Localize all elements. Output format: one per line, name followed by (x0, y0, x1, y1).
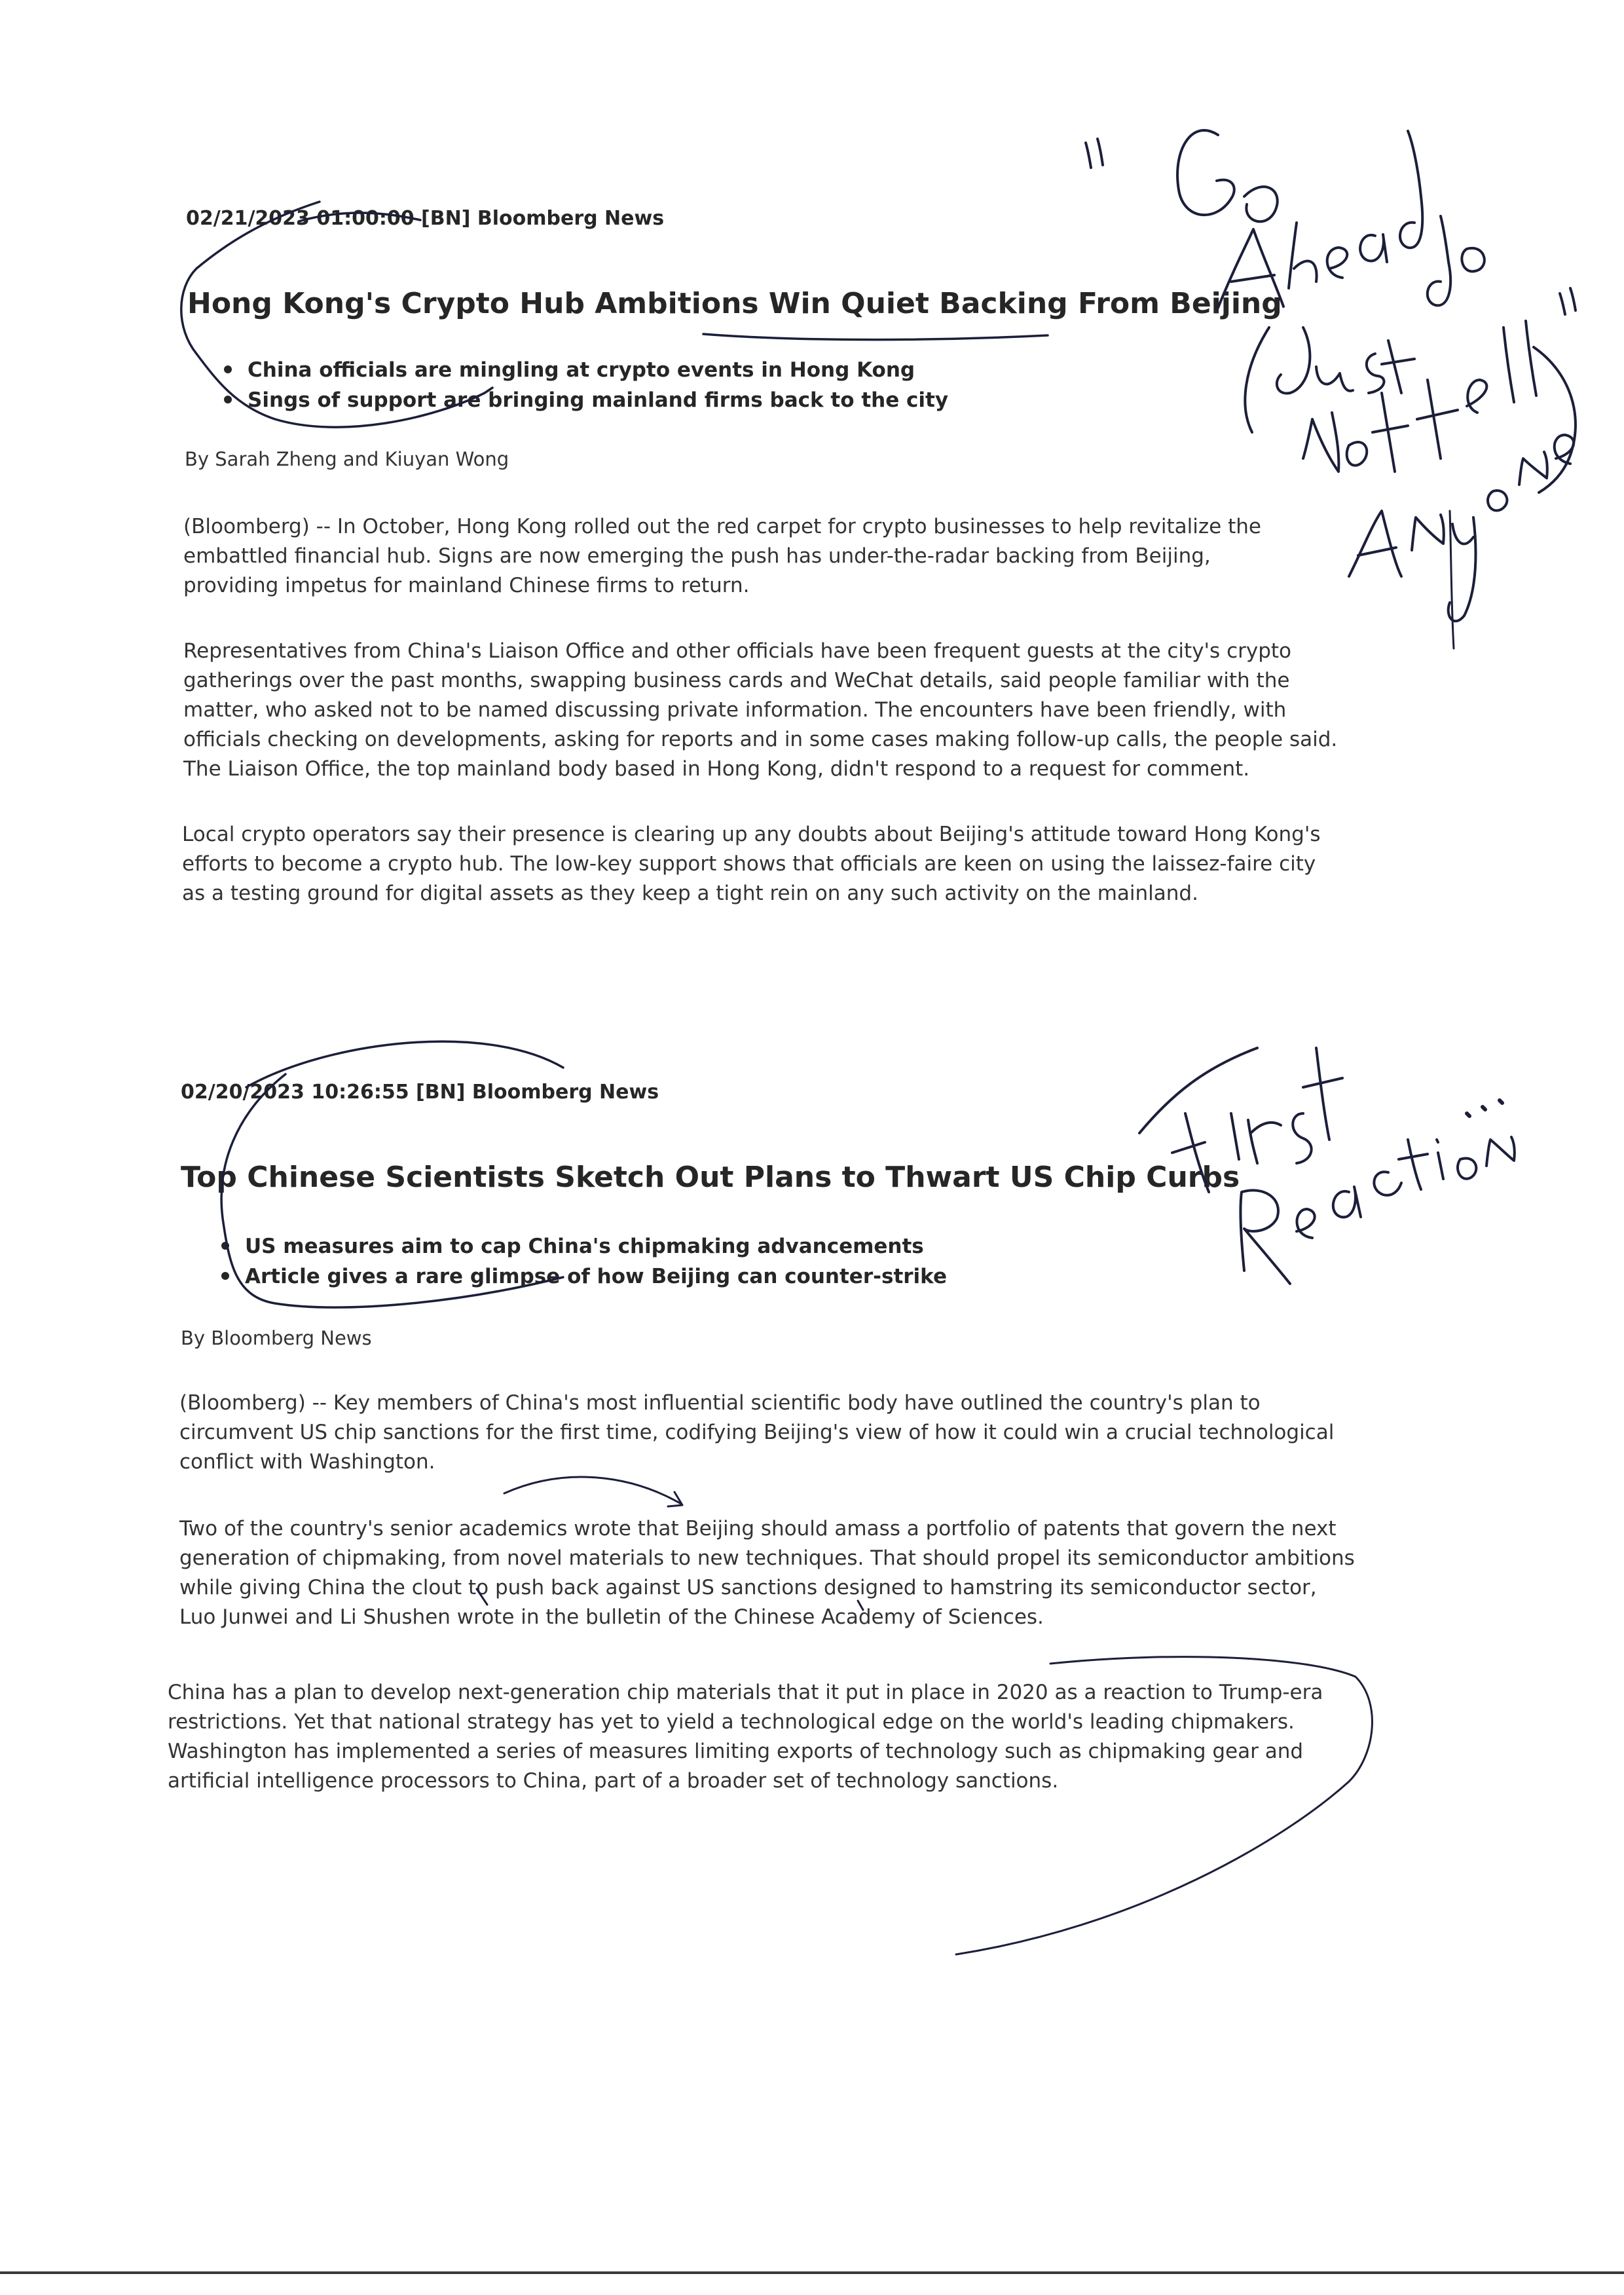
article-1-bullet-2: Sings of support are bringing mainland firms back to the city (221, 385, 948, 415)
article-1-byline: By Sarah Zheng and Kiuyan Wong (185, 448, 509, 470)
article-2-byline: By Bloomberg News (181, 1327, 372, 1349)
page-bottom-rule (0, 2271, 1624, 2274)
article-1-paragraph-2: Representatives from China's Liaison Office and other officials have been frequent guests at the city's crypto gatherings over the past months, swapping business cards and WeChat details, said people familiar with the matter, who asked not to be named discussing private information. The encounters have been friendly, with officials checking on developments, asking for reports and in some cases making follow-up calls, the people said. The Liaison Office, the top mainland body based in Hong Kong, didn't respond to a request for comment. (183, 639, 1338, 781)
article-2-paragraph-2: Two of the country's senior academics wrote that Beijing should amass a portfolio of patents that govern the next generation of chipmaking, from novel materials to new techniques. That should propel its semiconductor ambitions while giving China the clout to push back against US sanctions designed to hamstring its semiconductor sector, Luo Junwei and Li Shushen wrote in the bulletin of the Chinese Academy of Sciences. (179, 1517, 1355, 1629)
article-1-bullet-1: China officials are mingling at crypto events in Hong Kong (221, 355, 948, 385)
article-2-bullet-list (219, 1231, 947, 1292)
article-2-stamp: 02/20/2023 10:26:55 [BN] Bloomberg News (181, 1081, 659, 1104)
article-1-paragraph-3: Local crypto operators say their presence is clearing up any doubts about Beijing's attitude toward Hong Kong's efforts to become a crypto hub. The low-key support shows that officials are keen on using the laissez-faire city as a testing ground for digital assets as they keep a tight rein on any such activity on the mainland. (182, 823, 1321, 905)
article-2-bullet-2: Article gives a rare glimpse of how Beijing can counter-strike (219, 1261, 947, 1292)
article-1-bullet-list (221, 355, 948, 415)
article-2-paragraph-1: (Bloomberg) -- Key members of China's most influential scientific body have outlined the country's plan to circumvent US chip sanctions for the first time, codifying Beijing's view of how it could win a crucial technological conflict with Washington. (179, 1391, 1335, 1474)
article-1-stamp: 02/21/2023 01:00:00 [BN] Bloomberg News (186, 207, 665, 230)
article-2-paragraph-3: China has a plan to develop next-generation chip materials that it put in place in 2020 as a reaction to Trump-era restrictions. Yet that national strategy has yet to yield a technological edge on the world's leading chipmakers. Washington has implemented a series of measures limiting exports of technology such as chipmaking gear and artificial intelligence processors to China, part of a broader set of technology sanctions. (168, 1681, 1323, 1793)
article-2-bullet-1: US measures aim to cap China's chipmaking advancements (219, 1231, 947, 1261)
article-2-headline: Top Chinese Scientists Sketch Out Plans to Thwart US Chip Curbs (181, 1161, 1240, 1194)
article-1-headline: Hong Kong's Crypto Hub Ambitions Win Quiet Backing From Beijing (187, 287, 1282, 320)
article-1-paragraph-1: (Bloomberg) -- In October, Hong Kong rolled out the red carpet for crypto businesses to help revitalize the embattled financial hub. Signs are now emerging the push has under-the-radar backing from Beijing, providing impetus for mainland Chinese firms to return. (183, 515, 1261, 597)
